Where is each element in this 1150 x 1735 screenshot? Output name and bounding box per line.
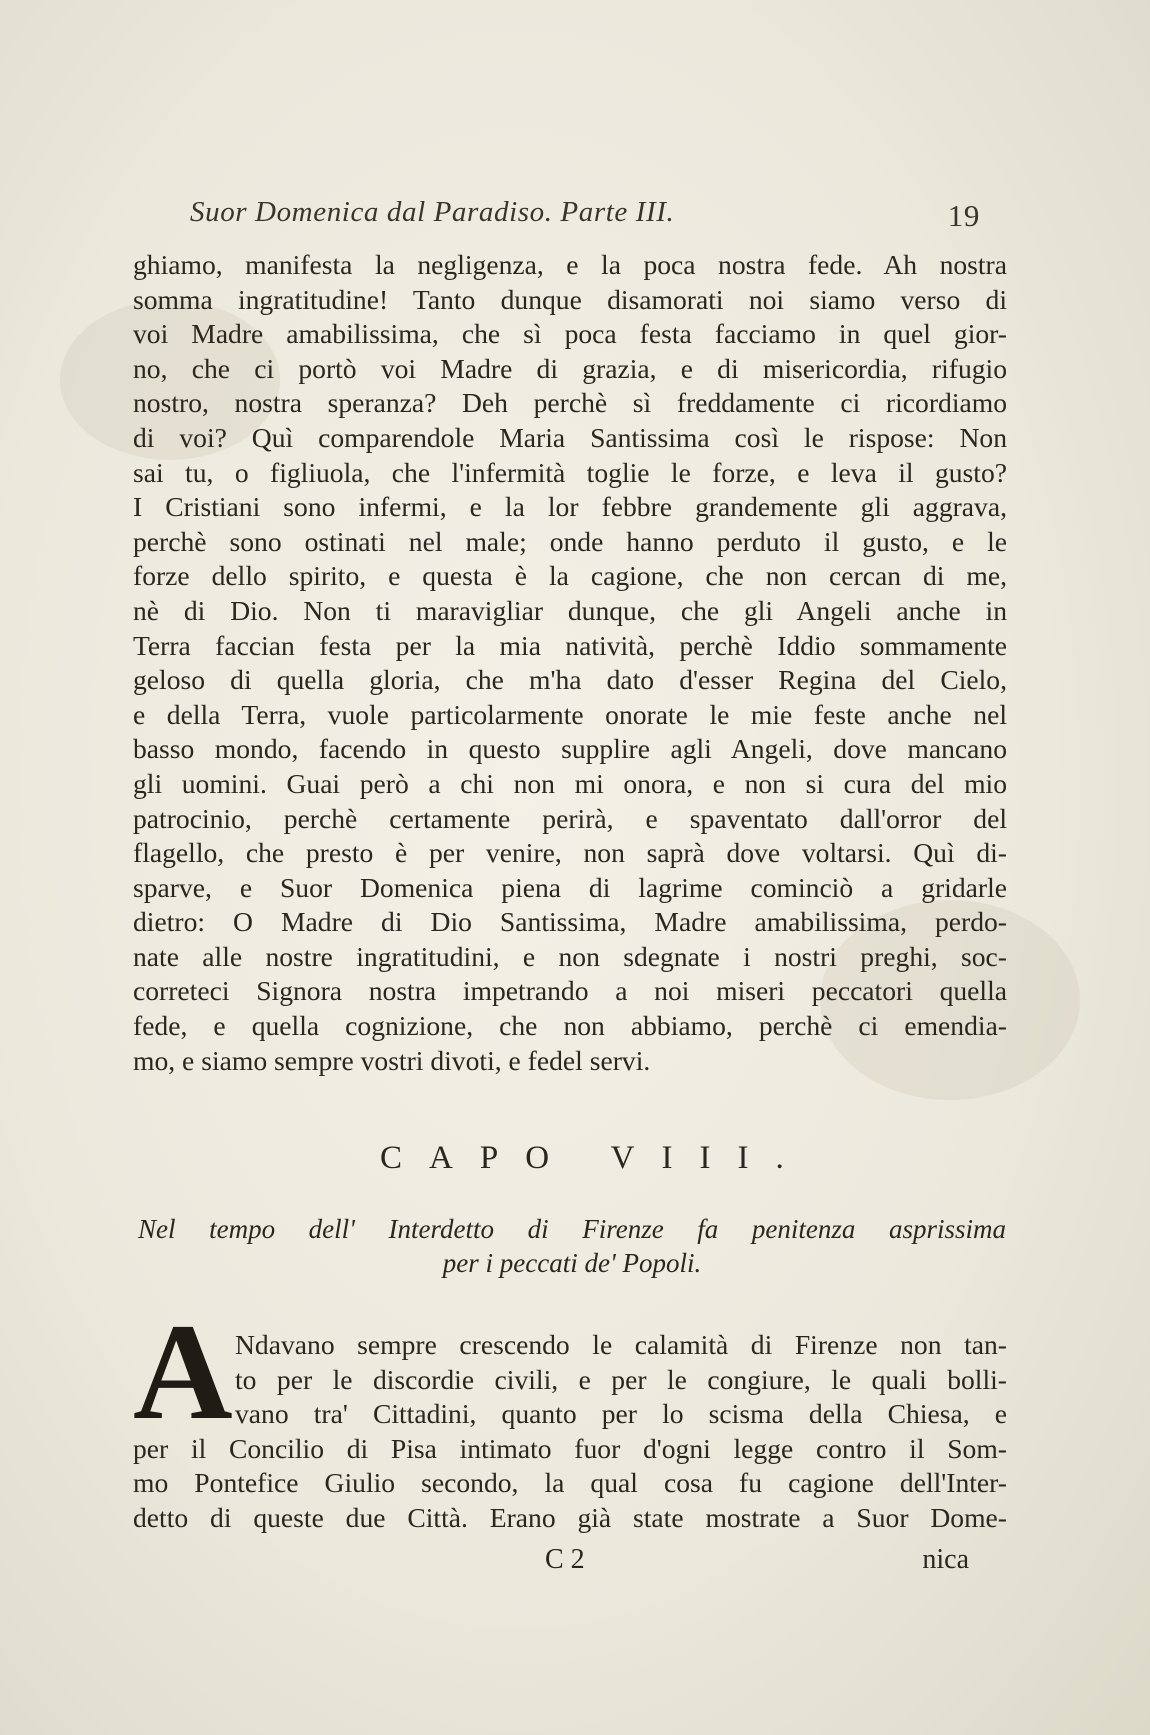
text-line: correteci Signora nostra impetrando a noi miseri peccatori quella bbox=[133, 975, 1007, 1007]
text-line: per il Concilio di Pisa intimato fuor d'ogni legge contro il Som- bbox=[133, 1432, 1007, 1464]
text-line: sparve, e Suor Domenica piena di lagrime cominciò a gridarle bbox=[133, 871, 1007, 903]
text-line: somma ingratitudine! Tanto dunque disamorati noi siamo verso di bbox=[133, 283, 1007, 315]
text-line: fede, e quella cognizione, che non abbiamo, perchè ci emendia- bbox=[133, 1010, 1007, 1042]
text-line: Ndavano sempre crescendo le calamità di Firenze non tan- bbox=[235, 1329, 1007, 1360]
text-line: sai tu, o figliuola, che l'infermità toglie le forze, e leva il gusto? bbox=[133, 456, 1007, 488]
text-line: nostro, nostra speranza? Deh perchè sì freddamente ci ricordiamo bbox=[133, 387, 1007, 419]
summary-line: Nel tempo dell' Interdetto di Firenze fa penitenza asprissima bbox=[138, 1214, 1006, 1244]
text-line: di voi? Quì comparendole Maria Santissima così le rispose: Non bbox=[133, 421, 1007, 453]
text-line: perchè sono ostinati nel male; onde hanno perduto il gusto, e le bbox=[133, 525, 1007, 557]
summary-line: per i peccati de' Popoli. bbox=[442, 1248, 702, 1278]
text-line: nate alle nostre ingratitudini, e non sdegnate i nostri preghi, soc- bbox=[133, 940, 1007, 972]
page-number: 19 bbox=[947, 198, 980, 233]
running-head bbox=[190, 196, 980, 236]
text-line: I Cristiani sono infermi, e la lor febbre grandemente gli aggrava, bbox=[133, 491, 1007, 523]
text-line: geloso di quella gloria, che m'ha dato d'esser Regina del Cielo, bbox=[133, 664, 1007, 696]
chapter-heading: CAPO VIII. bbox=[380, 1140, 811, 1176]
text-line: basso mondo, facendo in questo supplire agli Angeli, dove mancano bbox=[133, 733, 1007, 765]
text-line: voi Madre amabilissima, che sì poca festa facciamo in quel gior- bbox=[133, 318, 1007, 350]
text-line: patrocinio, perchè certamente perirà, e spaventato dall'orror del bbox=[133, 802, 1007, 834]
text-line: detto di queste due Città. Erano già state mostrate a Suor Dome- bbox=[133, 1501, 1007, 1533]
text-line: no, che ci portò voi Madre di grazia, e di misericordia, rifugio bbox=[133, 352, 1007, 384]
chapter-summary bbox=[138, 1212, 1006, 1280]
text-line: ghiamo, manifesta la negligenza, e la poca nostra fede. Ah nostra bbox=[133, 249, 1007, 280]
text-line: mo Pontefice Giulio secondo, la qual cosa fu cagione dell'Inter- bbox=[133, 1467, 1007, 1499]
text-line: forze dello spirito, e questa è la cagione, che non cercan di me, bbox=[133, 560, 1007, 592]
text-line: nè di Dio. Non ti maravigliar dunque, che gli Angeli anche in bbox=[133, 594, 1007, 626]
body-text bbox=[133, 248, 1007, 1078]
chapter-text bbox=[133, 1328, 1007, 1536]
signature-mark: C 2 bbox=[545, 1544, 585, 1575]
text-line: flagello, che presto è per venire, non saprà dove voltarsi. Quì di- bbox=[133, 837, 1007, 869]
text-line: vano tra' Cittadini, quanto per lo scisma della Chiesa, e bbox=[235, 1398, 1007, 1430]
text-line: dietro: O Madre di Dio Santissima, Madre amabilissima, perdo- bbox=[133, 906, 1007, 938]
text-line: gli uomini. Guai però a chi non mi onora, e non si cura del mio bbox=[133, 767, 1007, 799]
text-line: Terra faccian festa per la mia natività, perchè Iddio sommamente bbox=[133, 629, 1007, 661]
running-title: Suor Domenica dal Paradiso. Parte III. bbox=[190, 196, 675, 228]
text-line: mo, e siamo sempre vostri divoti, e fedel servi. bbox=[133, 1044, 651, 1076]
catchword: nica bbox=[922, 1544, 969, 1575]
text-line: e della Terra, vuole particolarmente onorate le mie feste anche nel bbox=[133, 698, 1007, 730]
drop-cap: A bbox=[133, 1295, 233, 1448]
page-footer bbox=[133, 1544, 1007, 1580]
text-line: to per le discordie civili, e per le congiure, le quali bolli- bbox=[235, 1363, 1007, 1395]
